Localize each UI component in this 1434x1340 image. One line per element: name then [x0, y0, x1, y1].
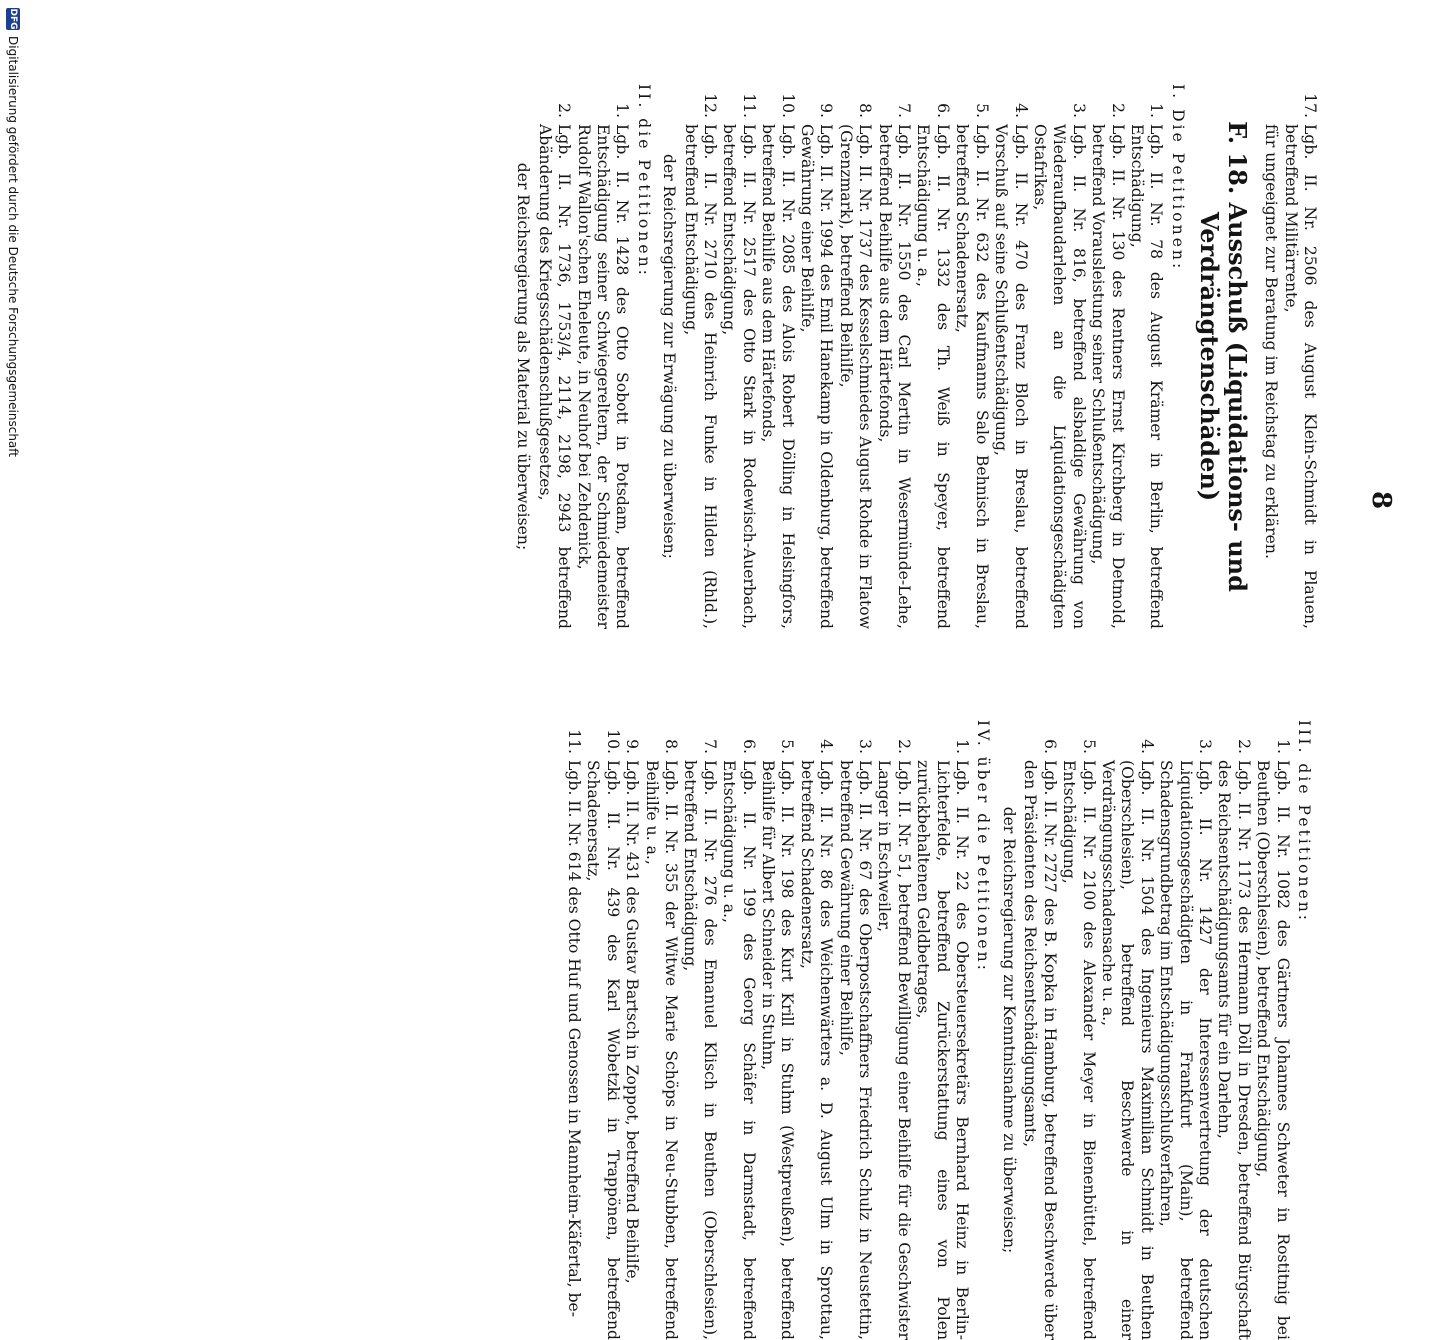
item-text: Lgb. II. Nr. 2727 des B. Kopka in Hamburg, betreffend Beschwerde über den Präsidenten des Reichsentschädigungsamts, — [1021, 760, 1059, 1340]
item-number: 5. — [972, 103, 991, 118]
item-text: Lgb. II. Nr. 1736, 1753/4, 2114, 2198, 2943 betreffend Abänderung des Kriegsschädenschlußgesetzes, — [535, 124, 574, 629]
item-text: Lgb. II. Nr. 1504 des Ingenieurs Maximilian Schmidt in Beuthen (Oberschlesien), betreffend Beschwerde in einer Verdrängungsschadensache u. a., — [1098, 760, 1156, 1340]
page-number: 8 — [1366, 490, 1396, 510]
item-text: Lgb. II. Nr. 2506 des August Klein-Schmidt in Plauen, betreffend Militärrente, — [1281, 124, 1319, 629]
group-heading-IV: IV. über die Petitionen: — [974, 720, 993, 973]
item-text: Lgb. II. Nr. 431 des Gustav Bartsch in Zoppot, betreffend Beihilfe, — [623, 760, 642, 1284]
item-text: Lgb. II. Nr. 1428 des Otto Sobott in Potsdam, betreffend Entschädigung seiner Schwiegereltern, der Schmiedemeister Rudolf Wallon'schen Eheleute, in Neuhof bei Zehdenick, — [574, 124, 632, 629]
item-number: 17. — [1301, 93, 1319, 118]
petition-item — [680, 84, 719, 629]
item-text: Lgb. II. Nr. 198 des Kurt Krill in Stuhm (Westpreußen), betreffend Beihilfe für Albert Schneider in Stuhm, — [759, 760, 797, 1340]
petition-item — [1020, 720, 1059, 1340]
item-number: 11. — [739, 93, 758, 118]
petition-item — [534, 84, 573, 629]
petition-item — [874, 720, 913, 1340]
item-number: 3. — [1195, 739, 1214, 754]
item-number: 2. — [894, 739, 913, 754]
item-text: Lgb. II. Nr. 1994 des Emil Hanekamp in Oldenburg, betreffend Gewährung einer Beihilfe, — [798, 124, 836, 629]
item-number: 4. — [817, 739, 836, 754]
petition-item — [913, 720, 971, 1340]
item-number: 3. — [856, 739, 875, 754]
petition-list-I — [680, 84, 1165, 629]
item-text: Lgb. II. Nr. 130 des Rentners Ernst Kirchberg in Detmold, betreffend Vorausleistung seiner Schlußentschädigung, — [1089, 124, 1127, 629]
item-number: 8. — [662, 739, 680, 754]
item-number: 12. — [701, 93, 720, 118]
item-number: 6. — [739, 739, 758, 754]
item-text: Lgb. II. Nr. 199 des Georg Schäfer in Darmstadt, betreffend Entschädigung u. a., — [720, 760, 758, 1340]
item-number: 4. — [1137, 739, 1156, 754]
petition-item — [1059, 720, 1098, 1340]
petition-list-IV — [564, 720, 972, 1340]
item-number: 1. — [953, 739, 972, 754]
item-text: Lgb. II. Nr. 816, betreffend alsbaldige Gewährung von Wiederaufbaudarlehen an die Liquidationsgeschädigten Ostafrikas, — [1030, 124, 1088, 629]
item-number: 9. — [623, 739, 642, 754]
item-text: Lgb. II. Nr. 1082 des Gärtners Johannes Schweter in Rostitnig bei Beuthen (Oberschlesien), betreffend Entschädigung, — [1254, 760, 1292, 1340]
item-number: 2. — [1108, 103, 1127, 118]
item-number: 1. — [1273, 739, 1292, 754]
item-text: Lgb. II. Nr. 67 des Oberpostschaffners Friedrich Schulz in Neustettin, betreffend Gewährung einer Beihilfe, — [836, 760, 875, 1340]
item-text: Lgb. II. Nr. 614 des Otto Huf und Genossen in Mannheim-Käfertal, be- — [564, 760, 583, 1318]
item-number: 3. — [1069, 103, 1088, 118]
continuation-decision: für ungeeignet zur Beratung im Reichstag zu erklären. — [1262, 124, 1281, 559]
item-number: 5. — [1079, 739, 1098, 754]
item-number: 8. — [856, 103, 875, 118]
dfg-logo: DFG — [8, 8, 18, 30]
petition-item — [1127, 84, 1166, 629]
digitization-footer — [6, 8, 20, 988]
item-number: 6. — [933, 103, 952, 118]
petition-item — [991, 84, 1030, 629]
petition-list-II — [534, 84, 631, 629]
footer-text: Digitalisierung gefördert durch die Deutsche Forschungsgemeinschaft — [6, 36, 20, 458]
continuation-item — [1280, 84, 1319, 629]
item-number: 1. — [613, 103, 632, 118]
item-number: 7. — [895, 103, 914, 118]
petition-item — [758, 720, 797, 1340]
item-number: 4. — [1011, 103, 1030, 118]
group-decision-II: der Reichsregierung als Material zu überweisen; — [514, 162, 533, 551]
item-text: Lgb. II. Nr. 355 der Witwe Marie Schöps in Neu-Stubben, betreffend Beihilfe u. a., — [642, 760, 680, 1340]
item-number: 2. — [1234, 739, 1253, 754]
item-text: Lgb. II. Nr. 86 des Weichenwärters a. D. August Ulm in Sprottau, betreffend Schadenersatz, — [797, 760, 836, 1340]
item-text: Lgb. II. Nr. 2085 des Alois Robert Dölling in Helsingfors, betreffend Beihilfe aus dem Härtefonds, — [759, 124, 797, 629]
item-text: Lgb. II. Nr. 1332 des Th. Weiß in Speyer, betreffend Entschädigung u. a., — [914, 124, 952, 629]
item-text: Lgb. II. Nr. 78 des August Krämer in Berlin, betreffend Entschädigung, — [1127, 124, 1166, 629]
petition-item — [641, 720, 680, 1340]
item-number: 9. — [817, 103, 836, 118]
petition-item — [797, 84, 836, 629]
petition-item — [1253, 720, 1292, 1340]
item-number: 1. — [1147, 103, 1166, 118]
petition-item — [573, 84, 631, 629]
item-text: Lgb. II. Nr. 1737 des Kesselschmiedes August Rohde in Flatow (Grenzmark), betreffend Beihilfe, — [836, 124, 875, 629]
item-number: 11. — [564, 729, 583, 754]
item-text: Lgb. II. Nr. 276 des Emanuel Klisch in Beuthen (Oberschlesien), betreffend Entschädigung, — [681, 760, 719, 1340]
item-number: 10. — [603, 729, 622, 754]
item-text: Lgb. II. Nr. 470 des Franz Bloch in Breslau, betreffend Vorschuß auf seine Schlußentschädigung, — [992, 124, 1030, 629]
group-decision-III: der Reichsregierung zur Kenntnisnahme zu überweisen; — [999, 806, 1018, 1254]
item-number: 10. — [778, 93, 797, 118]
petition-item — [1098, 720, 1156, 1340]
item-text: Lgb. II. Nr. 2517 des Otto Stark in Rodewisch-Auerbach, betreffend Entschädigung, — [720, 124, 758, 629]
petition-item — [564, 720, 583, 1340]
item-text: Lgb. II. Nr. 1550 des Carl Mertin in Wesermünde-Lehe, betreffend Beihilfe aus dem Härtefonds, — [875, 124, 914, 629]
item-number: 6. — [1040, 739, 1059, 754]
petition-item — [719, 84, 758, 629]
item-text: Lgb. II. Nr. 439 des Karl Wobetzki in Trappönen, betreffend Schadenersatz, — [584, 760, 622, 1340]
petition-item — [622, 720, 641, 1340]
petition-item — [835, 720, 874, 1340]
petition-item — [874, 84, 913, 629]
item-text: Lgb. II. Nr. 2710 des Heinrich Funke in Hilden (Rhld.), betreffend Entschädigung, — [681, 124, 720, 629]
item-text: Lgb. II. Nr. 632 des Kaufmanns Salo Behnisch in Breslau, betreffend Schadenersatz, — [953, 124, 991, 629]
petition-item — [1156, 720, 1214, 1340]
petition-item — [835, 84, 874, 629]
petition-item — [1030, 84, 1088, 629]
petition-item — [1214, 720, 1253, 1340]
section-title: F. 18. Ausschuß (Liquidations- und Verdrängtenschäden) — [1194, 121, 1252, 592]
petition-item — [952, 84, 991, 629]
item-number: 5. — [778, 739, 797, 754]
group-decision-I: der Reichsregierung zur Erwägung zu überweisen; — [660, 154, 679, 559]
petition-item — [796, 720, 835, 1340]
group-heading-II: II. die Petitionen: — [634, 84, 653, 278]
item-text: Lgb. II. Nr. 22 des Obersteuersekretärs Bernhard Heinz in Berlin-Lichterfelde, betreffend Zurückerstattung eines von Polen zurückbehaltenen Geldbetrages, — [914, 760, 972, 1340]
petition-item — [680, 720, 719, 1340]
petition-item — [758, 84, 797, 629]
right-column — [564, 720, 1319, 1340]
item-text: Lgb. II. Nr. 1173 des Hermann Döll in Dresden, betreffend Bürgschaft des Reichsentschädigungsamts für ein Darlehn, — [1215, 760, 1253, 1340]
item-text: Lgb. II. Nr. 2100 des Alexander Meyer in Bienenbüttel, betreffend Entschädigung, — [1060, 760, 1098, 1340]
petition-item — [913, 84, 952, 629]
item-text: Lgb. II. Nr. 1427 der Interessenvertretung der deutschen Liquidationsgeschädigten in Frankfurt (Main), betreffend Schadensgrundbetrag im Entschädigungsschlußverfahren, — [1157, 760, 1214, 1340]
petition-item — [583, 720, 622, 1340]
item-text: Lgb. II. Nr. 51, betreffend Bewilligung einer Beihilfe für die Geschwister Langer in Eschweiler, — [875, 760, 913, 1340]
left-column — [511, 84, 1319, 629]
petition-item — [1088, 84, 1127, 629]
item-number: 2. — [555, 103, 574, 118]
group-heading-III: III. die Petitionen: — [1295, 720, 1313, 924]
item-number: 7. — [700, 739, 719, 754]
petition-item — [719, 720, 758, 1340]
group-heading-I: I. Die Petitionen: — [1168, 84, 1187, 272]
petition-list-III — [1020, 720, 1292, 1340]
